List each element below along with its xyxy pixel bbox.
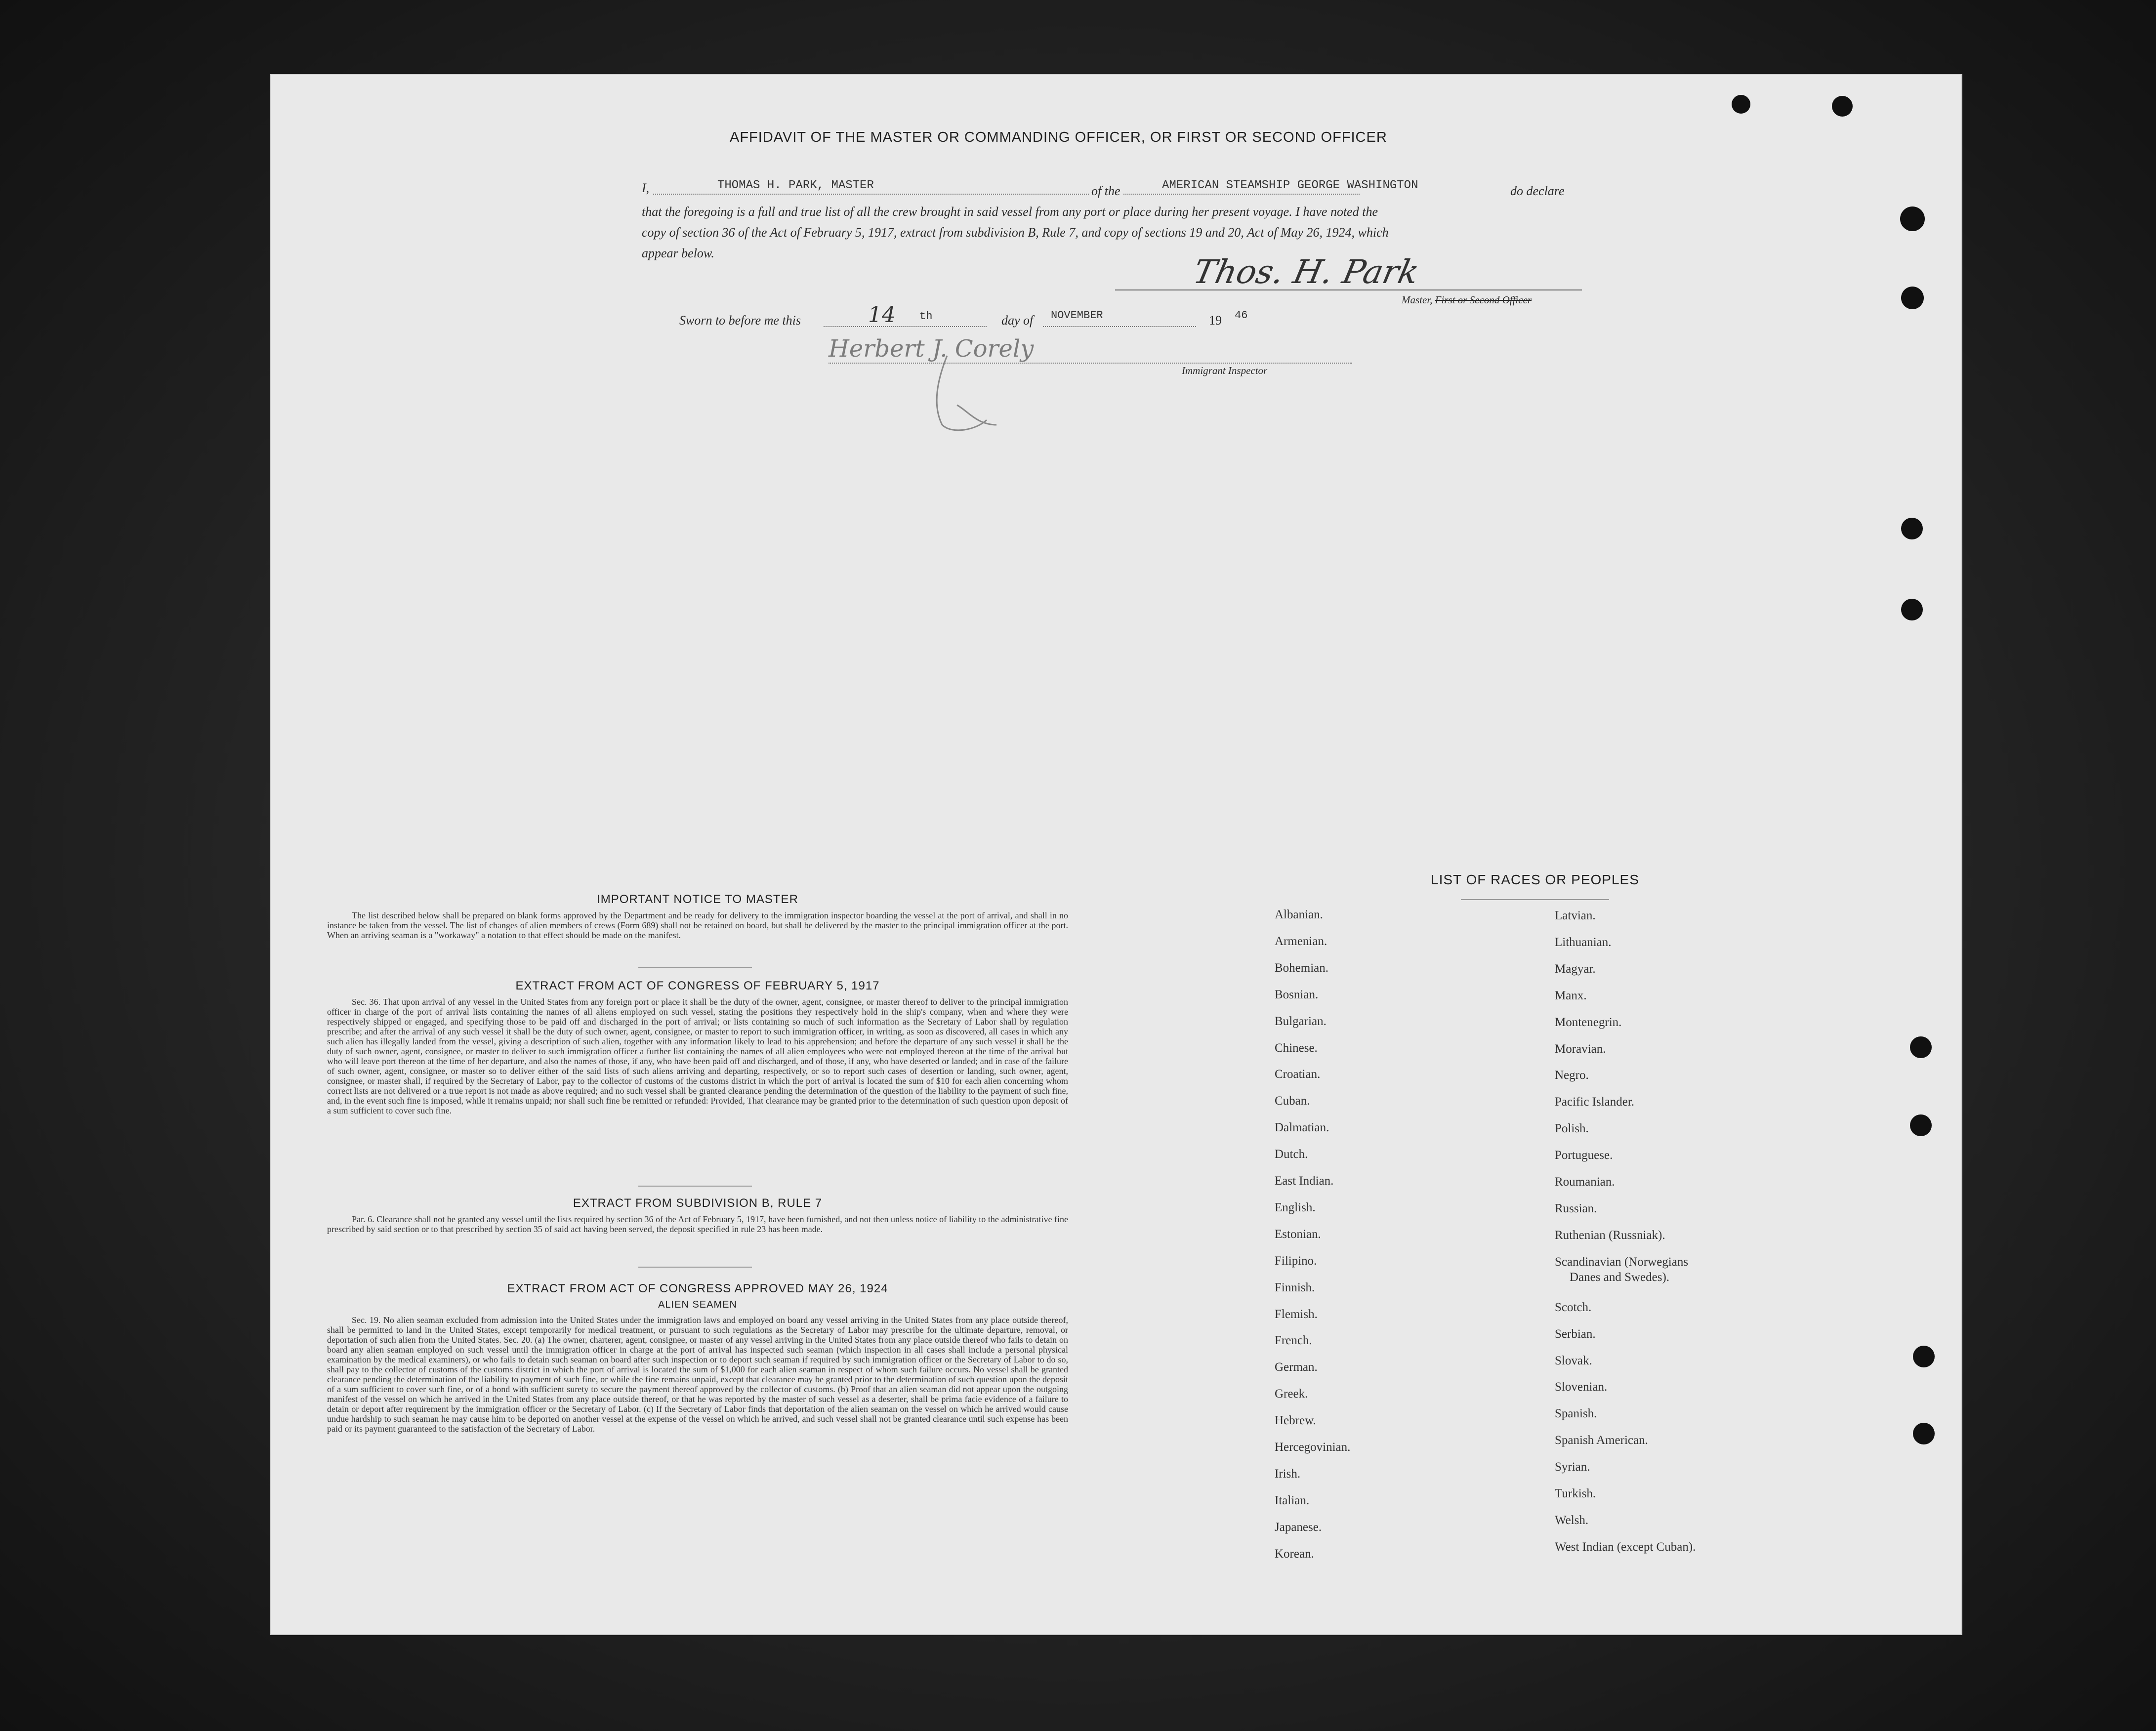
race-item: Slovenian.	[1555, 1380, 1608, 1394]
race-item: Pacific Islander.	[1555, 1095, 1635, 1109]
race-item: Finnish.	[1275, 1280, 1315, 1294]
sworn-label: Sworn to before me this	[679, 313, 801, 328]
races-title: LIST OF RACES OR PEOPLES	[1431, 872, 1639, 887]
section-divider	[638, 967, 752, 968]
punch-hole	[1913, 1346, 1935, 1367]
race-item: Japanese.	[1275, 1520, 1322, 1534]
master-caption-text: Master,	[1402, 294, 1435, 306]
alien-seamen-subtitle: ALIEN SEAMEN	[658, 1299, 737, 1310]
race-item: German.	[1275, 1360, 1318, 1374]
struck-officer-caption: First or Second Officer	[1435, 294, 1532, 306]
sworn-day-field: 14	[868, 302, 896, 328]
inspector-caption: Immigrant Inspector	[1182, 365, 1268, 376]
race-item: Welsh.	[1555, 1513, 1589, 1527]
sworn-month-field: NOVEMBER	[1051, 309, 1103, 322]
race-item: Bohemian.	[1275, 961, 1329, 975]
race-item: Negro.	[1555, 1069, 1589, 1082]
extract-1924-title: EXTRACT FROM ACT OF CONGRESS APPROVED MAY 26, 1924	[507, 1282, 888, 1295]
document-page	[270, 74, 1962, 1635]
race-item: Slovak.	[1555, 1354, 1592, 1367]
race-item: Albanian.	[1275, 908, 1323, 921]
punch-hole	[1910, 1036, 1932, 1058]
master-signature-caption	[1402, 294, 1532, 306]
affidavit-prefix: I,	[642, 181, 650, 195]
master-signature: Thos. H. Park	[1190, 253, 1423, 291]
race-item: Armenian.	[1275, 934, 1327, 948]
of-the-label: of the	[1089, 184, 1122, 199]
race-item: Dutch.	[1275, 1148, 1308, 1161]
punch-hole	[1901, 518, 1923, 539]
extract-1917-title: EXTRACT FROM ACT OF CONGRESS OF FEBRUARY 5, 1917	[515, 979, 880, 992]
year-field: 46	[1235, 309, 1248, 322]
race-item: Latvian.	[1555, 909, 1596, 922]
affidavit-line-4: appear below.	[642, 246, 714, 260]
race-item: Flemish.	[1275, 1307, 1318, 1321]
race-item: Polish.	[1555, 1122, 1589, 1136]
race-item: Dalmatian.	[1275, 1121, 1329, 1135]
races-title-rule	[1461, 899, 1609, 900]
punch-hole	[1901, 599, 1923, 620]
race-item: Ruthenian (Russniak).	[1555, 1228, 1665, 1242]
punch-hole	[1901, 287, 1924, 309]
race-item: Portuguese.	[1555, 1149, 1613, 1162]
race-item: Bosnian.	[1275, 988, 1319, 1001]
race-item: French.	[1275, 1334, 1312, 1348]
race-item: Spanish American.	[1555, 1434, 1648, 1447]
race-item: Serbian.	[1555, 1327, 1596, 1341]
affidavit-line-3: copy of section 36 of the Act of February 5, 1917, extract from subdivision B, Rule 7, and copy of sections 19 and 20, Act of May 26, 1924, which	[642, 225, 1389, 240]
race-item: Irish.	[1275, 1467, 1301, 1481]
do-declare-label: do declare	[1510, 184, 1565, 198]
race-item: Lithuanian.	[1555, 935, 1612, 949]
sworn-day-suffix: th	[919, 310, 933, 323]
race-item: Italian.	[1275, 1493, 1310, 1507]
race-item: West Indian (except Cuban).	[1555, 1540, 1696, 1554]
section-divider	[638, 1186, 752, 1187]
inspector-signature-line	[829, 361, 1352, 364]
extract-rule7-title: EXTRACT FROM SUBDIVISION B, RULE 7	[573, 1196, 823, 1210]
extract-rule7-text: Par. 6. Clearance shall not be granted any vessel until the lists required by section 36 of the Act of February 5, 1917, have been furnished, and not then unless notice of liability to the administrative fine prescribed by said section or to that prescribed by section 35 of said act having been served, the deposit specified in rule 23 has been made.	[327, 1214, 1068, 1234]
master-name-field: THOMAS H. PARK, MASTER	[717, 179, 874, 192]
inspector-signature: Herbert J. Corely	[829, 335, 1034, 363]
affidavit-title: AFFIDAVIT OF THE MASTER OR COMMANDING OFFICER, OR FIRST OR SECOND OFFICER	[730, 129, 1387, 145]
sworn-day-line	[824, 318, 987, 327]
punch-hole	[1732, 95, 1750, 114]
race-item: Chinese.	[1275, 1041, 1318, 1055]
punch-hole	[1832, 96, 1853, 117]
race-item: Magyar.	[1555, 962, 1596, 976]
notice-text: The list described below shall be prepared on blank forms approved by the Department and be ready for delivery to the immigration inspector boarding the vessel at the port of arrival, and shall in no instance be taken from the vessel. The list of changes of alien members of crews (Form 689) shall not be retained on board, but shall be delivered by the master to the principal immigration officer at the port. When an arriving seaman is a "workaway" a notation to that effect should be made on the manifest.	[327, 910, 1068, 940]
race-item: Turkish.	[1555, 1487, 1596, 1500]
race-item: Manx.	[1555, 989, 1587, 1002]
race-item: Hebrew.	[1275, 1414, 1316, 1428]
race-item: Roumanian.	[1555, 1175, 1615, 1189]
race-item: Croatian.	[1275, 1068, 1321, 1081]
affidavit-line-2: that the foregoing is a full and true list of all the crew brought in said vessel from any port or place during her present voyage. I have noted the	[642, 205, 1378, 219]
race-item: Russian.	[1555, 1201, 1597, 1215]
race-item: English.	[1275, 1200, 1316, 1214]
race-item: Danes and Swedes).	[1570, 1270, 1670, 1284]
race-item: East Indian.	[1275, 1174, 1334, 1188]
master-signature-line	[1115, 289, 1582, 290]
race-item: Hercegovinian.	[1275, 1441, 1351, 1454]
extract-1917-text: Sec. 36. That upon arrival of any vessel in the United States from any foreign port or place it shall be the duty of the owner, agent, consignee, or master thereof to deliver to the principal immigration officer in charge of the port of arrival lists containing the names of all aliens employed on such vessel, stating the positions they respectively hold in the ship's company, when and where they were respectively shipped or engaged, and specifying those to be paid off and discharged in the port of arrival; or lists containing so much of such information as the Secretary of Labor shall by regulation prescribe; and after the arrival of any such vessel it shall be the duty of such owner, agent, consignee, or master to report to such immigration officer, in writing, as soon as discovered, all cases in which any such alien has illegally landed from the vessel, giving a description of such alien, together with any information likely to lead to his apprehension; and before the departure of any such vessel it shall be the duty of such owner, agent, consignee, or master to deliver to such immigration officer a further list containing the names of all alien employees who were not employed thereon at the time of the arrival but who will leave port thereon at the time of her departure, and also the names of those, if any, who have been paid off and discharged, and of those, if any, who have deserted or landed; and in case of the failure of such owner, agent, consignee, or master so to deliver either of the said lists of such aliens arriving and departing, respectively, or so to report such cases of desertion or landing, such owner, agent, consignee, or master shall, if required by the Secretary of Labor, pay to the collector of customs of the customs district in which the port of arrival is located the sum of $10 for each alien concerning whom correct lists are not delivered or a true report is not made as above required; and no such vessel shall be granted clearance pending the determination of the question of the liability to the payment of such fine, and, in the event such fine is imposed, while it remains unpaid; nor shall such fine be remitted or refunded: Provided, That clearance may be granted prior to the determination of such question upon deposit of a sum sufficient to cover such fine.	[327, 997, 1068, 1115]
notice-title: IMPORTANT NOTICE TO MASTER	[597, 893, 798, 906]
race-item: Bulgarian.	[1275, 1014, 1327, 1028]
race-item: Scandinavian (Norwegians	[1555, 1255, 1689, 1269]
day-of-label: day of	[1001, 313, 1034, 328]
section-divider	[638, 1267, 752, 1268]
race-item: Estonian.	[1275, 1227, 1321, 1241]
race-item: Spanish.	[1555, 1407, 1597, 1421]
extract-1924-text: Sec. 19. No alien seaman excluded from admission into the United States under the immigration laws and employed on board any vessel arriving in the United States from any place outside thereof, shall be permitted to land in the United States, except temporarily for medical treatment, or pursuant to such regulations as the Secretary of Labor may prescribe for the ultimate departure, removal, or deportation of such alien from the United States. Sec. 20. (a) The owner, charterer, agent, consignee, or master of any vessel arriving in the United States from any place outside thereof who fails to detain on board any alien seaman employed on such vessel until the immigration officer in charge at the port of arrival has inspected such seaman (which inspection in all cases shall include a personal physical examination by the medical examiners), or who fails to detain such seaman on board after such inspection or to deport such seaman if required by such immigration officer or the Secretary of Labor to do so, shall pay to the collector of customs of the customs district in which the port of arrival is located the sum of $1,000 for each alien seaman in respect of whom such failure occurs. No vessel shall be granted clearance pending the determination of the liability to payment of such fine, or while the fine remains unpaid, except that clearance may be granted prior to the determination of such question upon the deposit of a sum sufficient to cover such fine, or of a bond with sufficient surety to secure the payment thereof approved by the collector of customs. (b) Proof that an alien seaman did not appear upon the outgoing manifest of the vessel on which he arrived in the United States from any place outside thereof, or that he was reported by the master of such vessel as a deserter, shall be prima facie evidence of a failure to detain or deport after requirement by the immigration officer or the Secretary of Labor. (c) If the Secretary of Labor finds that deportation of the alien seaman on the vessel on which he arrived would cause undue hardship to such seaman he may cause him to be deported on another vessel at the expense of the vessel on which he arrived, and such vessel shall not be granted clearance until such expense has been paid or its payment guaranteed to the satisfaction of the Secretary of Labor.	[327, 1315, 1068, 1434]
race-item: Korean.	[1275, 1547, 1314, 1561]
race-item: Montenegrin.	[1555, 1015, 1622, 1029]
year-prefix: 19	[1209, 313, 1222, 328]
race-item: Moravian.	[1555, 1042, 1606, 1056]
race-item: Syrian.	[1555, 1460, 1590, 1474]
race-item: Filipino.	[1275, 1254, 1317, 1268]
vessel-name-field: AMERICAN STEAMSHIP GEORGE WASHINGTON	[1162, 179, 1418, 192]
punch-hole	[1910, 1114, 1932, 1136]
race-item: Cuban.	[1275, 1094, 1310, 1108]
race-item: Scotch.	[1555, 1300, 1592, 1314]
punch-hole	[1900, 206, 1925, 231]
punch-hole	[1913, 1423, 1935, 1444]
race-item: Greek.	[1275, 1387, 1308, 1401]
